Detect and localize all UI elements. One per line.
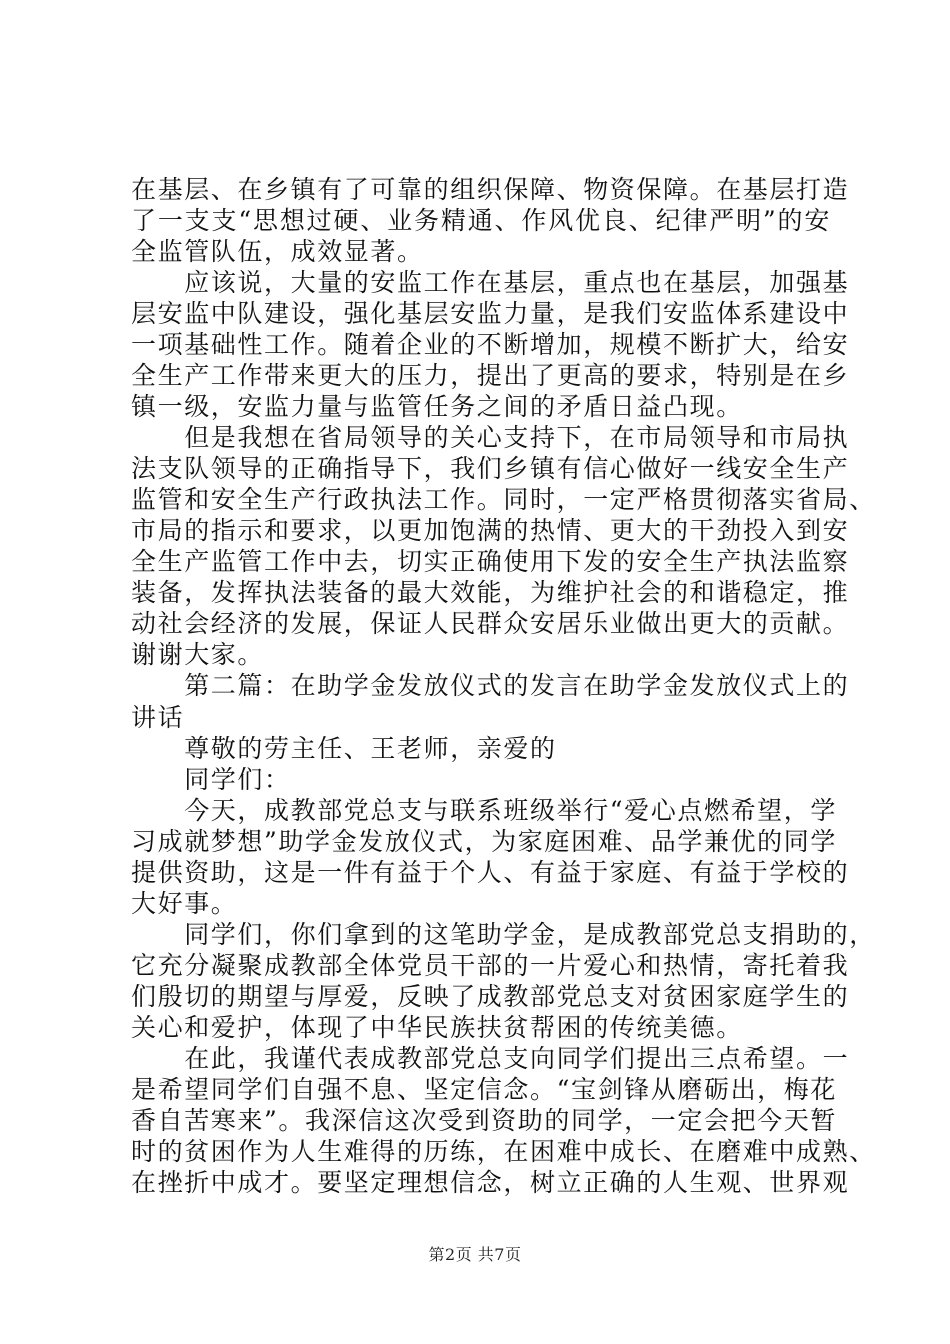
- body-text-line: 关心和爱护，体现了中华民族扶贫帮困的传统美德。: [131, 1013, 743, 1042]
- body-text-line: 时的贫困作为人生难得的历练，在困难中成长、在磨难中成熟、: [131, 1137, 876, 1166]
- body-text-line: 全生产监管工作中去，切实正确使用下发的安全生产执法监察: [131, 547, 850, 576]
- body-text-line: 应该说，大量的安监工作在基层，重点也在基层，加强基: [131, 268, 850, 297]
- body-text-line: 全生产工作带来更大的压力，提出了更高的要求，特别是在乡: [131, 361, 850, 390]
- body-text-line: 在基层、在乡镇有了可靠的组织保障、物资保障。在基层打造: [131, 175, 850, 204]
- body-text-line: 法支队领导的正确指导下，我们乡镇有信心做好一线安全生产: [131, 454, 850, 483]
- body-text-line: 大好事。: [131, 889, 238, 918]
- body-text-line: 在此，我谨代表成教部党总支向同学们提出三点希望。一: [131, 1044, 850, 1073]
- body-text-line: 市局的指示和要求，以更加饱满的热情、更大的干劲投入到安: [131, 516, 850, 545]
- body-text-line: 动社会经济的发展，保证人民群众安居乐业做出更大的贡献。: [131, 609, 850, 638]
- body-text-line: 一项基础性工作。随着企业的不断增加，规模不断扩大，给安: [131, 330, 850, 359]
- body-text-line: 但是我想在省局领导的关心支持下，在市局领导和市局执: [131, 423, 850, 452]
- body-text-line: 装备，发挥执法装备的最大效能，为维护社会的和谐稳定，推: [131, 578, 850, 607]
- body-text-line: 谢谢大家。: [131, 640, 265, 669]
- salutation-line: 尊敬的劳主任、王老师，亲爱的: [131, 734, 557, 763]
- body-text-line: 在挫折中成才。要坚定理想信念，树立正确的人生观、世界观: [131, 1168, 850, 1197]
- body-text-line: 它充分凝聚成教部全体党员干部的一片爱心和热情，寄托着我: [131, 951, 850, 980]
- body-text-line: 监管和安全生产行政执法工作。同时，一定严格贯彻落实省局、: [131, 485, 876, 514]
- salutation-line: 同学们：: [131, 765, 291, 794]
- body-text-line: 同学们，你们拿到的这笔助学金，是成教部党总支捐助的，: [131, 920, 876, 949]
- body-text-line: 提供资助，这是一件有益于个人、有益于家庭、有益于学校的: [131, 858, 850, 887]
- body-text-line: 香自苦寒来”。我深信这次受到资助的同学，一定会把今天暂: [131, 1106, 837, 1135]
- body-text-line: 们殷切的期望与厚爱，反映了成教部党总支对贫困家庭学生的: [131, 982, 850, 1011]
- body-text-line: 是希望同学们自强不息、坚定信念。“宝剑锋从磨砺出，梅花: [131, 1075, 837, 1104]
- section-heading-line: 第二篇：在助学金发放仪式的发言在助学金发放仪式上的: [131, 671, 850, 700]
- body-text-line: 全监管队伍，成效显著。: [131, 237, 424, 266]
- section-heading-line: 讲话: [131, 703, 185, 732]
- body-text-line: 今天，成教部党总支与联系班级举行“爱心点燃希望，学: [131, 796, 837, 825]
- body-text-line: 镇一级，安监力量与监管任务之间的矛盾日益凸现。: [131, 392, 743, 421]
- body-text-line: 习成就梦想”助学金发放仪式，为家庭困难、品学兼优的同学: [131, 827, 837, 856]
- body-text-line: 层安监中队建设，强化基层安监力量，是我们安监体系建设中: [131, 299, 850, 328]
- page-number-footer: 第2页 共7页: [428, 1245, 522, 1264]
- body-text-line: 了一支支“思想过硬、业务精通、作风优良、纪律严明”的安: [131, 206, 831, 235]
